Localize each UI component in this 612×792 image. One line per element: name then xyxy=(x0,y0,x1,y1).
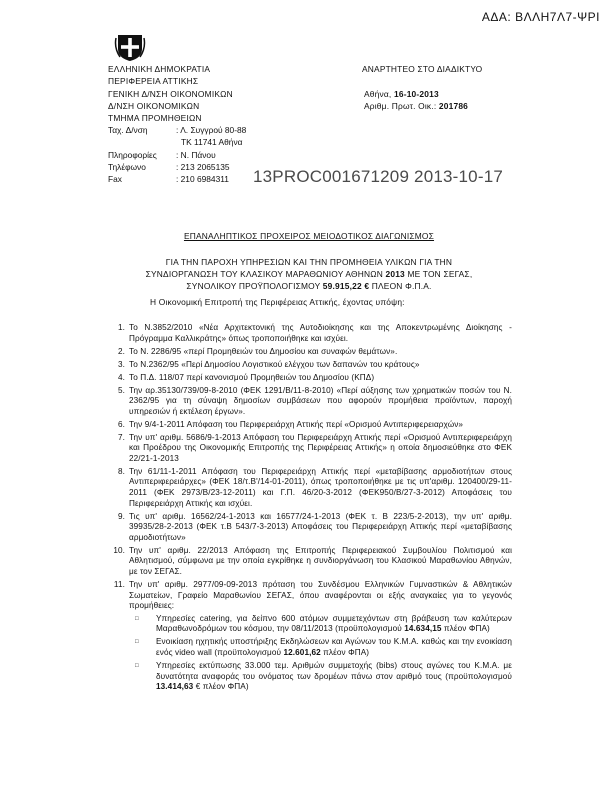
square-bullet-icon: □ xyxy=(135,615,139,622)
list-item xyxy=(108,467,512,509)
item-number: 10. xyxy=(113,545,125,555)
item-number: 9. xyxy=(117,511,125,521)
sub-item-amount: 14.634,15 xyxy=(404,624,442,634)
item-number: 8. xyxy=(117,466,125,476)
protocol-value: 201786 xyxy=(438,100,469,111)
item-text: Τις υπ' αριθμ. 16562/24-1-2013 και 16577/24-1-2013 (ΦΕΚ τ. Β 223/5-2-2013), την υπ' αριθμ. 39935/28-2-2013 (ΦΕΚ τ.Β 543/7-3-2013) Αποφάσεις του Περιφερειάρχη Αττικής περί «μεταβίβασης αρμοδιοτήτων» xyxy=(129,511,512,542)
sub-item-suffix: πλέον ΦΠΑ) xyxy=(443,624,490,634)
item-number: 11. xyxy=(113,579,125,589)
item-number: 5. xyxy=(117,385,125,395)
subtitle-text: ΜΕ ΤΟΝ ΣΕΓΑΣ, xyxy=(407,268,473,279)
item-text: Την αρ.35130/739/09-8-2010 (ΦΕΚ 1291/Β/11-8-2010) «Περί αύξησης των χρηματικών ποσών του Ν. 2362/95 για τη σύναψη δημοσίων συμβάσεων που αφορούν προμήθεια προϊόντων, παροχή υπηρεσιών ή εκτέλεση έργων». xyxy=(129,385,512,416)
item-number: 3. xyxy=(117,359,125,369)
sub-item-description: Υπηρεσίες catering, για δείπνο 600 ατόμων συμμετεχόντων στη βράβευση των καλύτερων Μαραθωνοδρόμων του κόσμου, την 08/11/2013 (προϋπολογισμού xyxy=(156,613,512,634)
item-text: Το Ν. 2286/95 «περί Προμηθειών του Δημοσίου και συναφών θεμάτων». xyxy=(129,346,398,356)
sub-item xyxy=(129,661,512,693)
sub-item-text xyxy=(156,637,512,658)
issuer-line: ΠΕΡΙΦΕΡΕΙΑ ΑΤΤΙΚΗΣ xyxy=(108,76,199,87)
date-label: Αθήνα, xyxy=(364,88,392,99)
list-item xyxy=(108,546,512,578)
subtitle-line xyxy=(108,281,510,293)
subtitle-text: ΠΛΕΟΝ Φ.Π.Α. xyxy=(371,280,432,291)
item-number: 7. xyxy=(117,432,125,442)
item-text: Το Ν.2362/95 «Περί Δημοσίου Λογιστικού ελέγχου των δαπανών του κράτους» xyxy=(129,359,420,369)
item-text: Το Ν.3852/2010 «Νέα Αρχιτεκτονική της Αυτοδιοίκησης και της Αποκεντρωμένης Διοίκησης - Πρόγραμμα Καλλικράτης» όπως τροποποιήθηκε και ισχύει. xyxy=(129,323,512,343)
sub-item-amount: 13.414,63 xyxy=(156,682,194,692)
list-item xyxy=(108,347,512,358)
list-item xyxy=(108,373,512,384)
subtitle-line xyxy=(108,269,510,281)
sub-item-text xyxy=(156,661,512,693)
intro-sentence: Η Οικονομική Επιτροπή της Περιφέρειας Αττικής, έχοντας υπόψη: xyxy=(150,297,405,307)
square-bullet-icon: □ xyxy=(135,639,139,646)
date-value: 16-10-2013 xyxy=(394,88,439,99)
issuer-line: ΓΕΝΙΚΗ Δ/ΝΣΗ ΟΙΚΟΝΟΜΙΚΩΝ xyxy=(108,88,233,99)
list-item xyxy=(108,386,512,418)
item-number: 4. xyxy=(117,372,125,382)
issuer-line: Δ/ΝΣΗ ΟΙΚΟΝΟΜΙΚΩΝ xyxy=(108,100,200,111)
document-subtitle xyxy=(108,257,510,292)
list-item xyxy=(108,580,512,695)
subtitle-text: ΣΥΝΟΛΙΚΟΥ ΠΡΟΫΠΟΛΟΓΙΣΜΟΥ xyxy=(186,280,321,291)
list-item xyxy=(108,323,512,344)
list-item xyxy=(108,433,512,465)
item-text: Την 9/4-1-2011 Απόφαση του Περιφερειάρχη Αττικής περί «Ορισμού Αντιπεριφερειαρχών» xyxy=(129,419,464,429)
sub-item-suffix: πλέον ΦΠΑ) xyxy=(323,648,370,658)
sub-item-description: Ενοικίαση ηχητικής υποστήριξης Εκδηλώσεων και Αγώνων του Κ.Μ.Α. καθώς και την ενοικίαση ενός video wall (προϋπολογισμού xyxy=(156,637,512,658)
sub-item-description: Υπηρεσίες εκτύπωσης 33.000 τεμ. Αριθμών συμμετοχής (bibs) στους αγώνες του Κ.Μ.Α. με δυνατότητα αναφοράς του ονόματος των δρομέων πάνω στον αριθμό τους (προϋπολογισμού xyxy=(156,661,512,681)
contact-label: Fax xyxy=(108,174,122,185)
item-number: 6. xyxy=(117,419,125,429)
contact-label: Πληροφορίες xyxy=(108,149,157,160)
issuer-line: ΕΛΛΗΝΙΚΗ ΔΗΜΟΚΡΑΤΙΑ xyxy=(108,64,211,74)
item-number: 2. xyxy=(117,346,125,356)
contact-details xyxy=(108,124,273,185)
item-text: Την 61/11-1-2011 Απόφαση του Περιφερειάρχη Αττικής περί «μεταβίβασης αρμοδιοτήτων στους Αντιπεριφερειάρχες» (ΦΕΚ 18/τ.Β'/14-01-2011), όπως τροποποιήθηκε με τις υπ'αριθμ. 120400/29-11-2011 (ΦΕΚ 2973/Β/23-12-2011) και Γ.Π. 46/20-3-2012 (ΦΕΚ950/Β/27-3-2012) Αποφάσεις του Περιφερειάρχη Αττικής και ισχύει. xyxy=(129,466,512,508)
sub-item-text xyxy=(156,614,512,635)
contact-label: Ταχ. Δ/νση xyxy=(108,125,148,135)
procurement-number: 13PROC001671209 2013-10-17 xyxy=(253,167,503,186)
item-text: Το Π.Δ. 118/07 περί κανονισμού Προμηθειών του Δημοσίου (ΚΠΔ) xyxy=(129,372,375,382)
contact-label: Τηλέφωνο xyxy=(108,161,146,172)
subtitle-text: ΣΥΝΔΙΟΡΓΑΝΩΣΗ ΤΟΥ ΚΛΑΣΙΚΟΥ ΜΑΡΑΘΩΝΙΟΥ ΑΘΗΝΩΝ xyxy=(145,268,383,279)
subtitle-line: ΓΙΑ ΤΗΝ ΠΑΡΟΧΗ ΥΠΗΡΕΣΙΩΝ ΚΑΙ ΤΗΝ ΠΡΟΜΗΘΕΙΑ ΥΛΙΚΩΝ ΓΙΑ ΤΗΝ xyxy=(165,257,453,267)
list-item xyxy=(108,512,512,544)
contact-value: : 213 2065135 xyxy=(176,161,230,172)
square-bullet-icon: □ xyxy=(135,663,139,670)
greek-emblem-icon xyxy=(114,32,146,62)
budget-amount: 59.915,22 € xyxy=(322,280,370,291)
legal-basis-list xyxy=(108,323,512,698)
subtitle-year: 2013 xyxy=(385,268,405,279)
sub-item xyxy=(129,614,512,635)
sub-item-suffix: € πλέον ΦΠΑ) xyxy=(195,682,249,692)
sub-item-amount: 12.601,62 xyxy=(283,648,321,658)
protocol-label: Αριθμ. Πρωτ. Οικ.: xyxy=(364,100,437,111)
list-item xyxy=(108,360,512,371)
list-item xyxy=(108,420,512,431)
contact-value: ΤΚ 11741 Αθήνα xyxy=(181,137,243,148)
document-title: ΕΠΑΝΑΛΗΠΤΙΚΟΣ ΠΡΟΧΕΙΡΟΣ ΜΕΙΟΔΟΤΙΚΟΣ ΔΙΑΓΩΝΙΣΜΟΣ xyxy=(183,231,435,241)
issuer-block xyxy=(108,63,233,124)
item-text: Την υπ' αριθμ. 2977/09-09-2013 πρόταση του Συνδέσμου Ελληνικών Γυμναστικών & Αθλητικών Σωματείων, Γραφείο Μαραθωνίου ΣΕΓΑΣ, όπου αναφέρονται οι εξής αναγκαίες για το γεγονός προμήθειες: xyxy=(129,579,512,611)
contact-value: : 210 6984311 xyxy=(176,174,229,185)
contact-label xyxy=(108,136,176,148)
contact-value: : Λ. Συγγρού 80-88 xyxy=(176,125,247,135)
procurement-needs-list xyxy=(129,614,512,693)
issuer-line: ΤΜΗΜΑ ΠΡΟΜΗΘΕΙΩΝ xyxy=(108,113,202,124)
ada-code: ΑΔΑ: ΒΛΛΗ7Λ7-ΨΡΙ xyxy=(481,10,600,24)
sub-item xyxy=(129,637,512,658)
posting-note: ΑΝΑΡΤΗΤΕΟ ΣΤΟ ΔΙΑΔΙΚΤΥΟ xyxy=(362,64,483,74)
item-body xyxy=(129,580,512,695)
contact-value: : Ν. Πάνου xyxy=(176,149,216,160)
item-text: Την υπ' αριθμ. 22/2013 Απόφαση της Επιτροπής Περιφερειακού Συμβουλίου Πολιτισμού και Αθλητισμού, σύμφωνα με την οποία εγκρίθηκε η συνδιοργάνωση του Κλασικού Μαραθωνίου Αθηνών, με τον ΣΕΓΑΣ. xyxy=(129,545,512,576)
item-text: Την υπ' αριθμ. 5686/9-1-2013 Απόφαση του Περιφερειάρχη Αττικής περί «Ορισμού Αντιπεριφερειάρχη και Προέδρου της Οικονομικής Επιτροπής της Περιφέρειας Αττικής» η οποία δημοσιεύθηκε στο ΦΕΚ 22/21-1-2013 xyxy=(129,432,512,463)
item-number: 1. xyxy=(117,323,125,332)
document-meta xyxy=(362,63,482,112)
